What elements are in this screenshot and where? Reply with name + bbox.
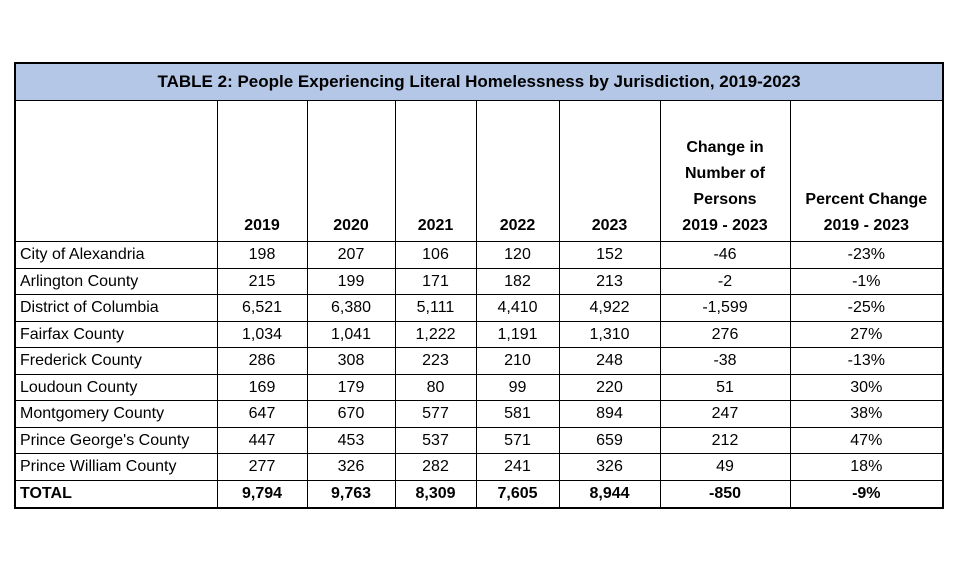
change-value: 49 [660,454,790,481]
change-value: -38 [660,348,790,375]
value-2019: 1,034 [217,321,307,348]
table-row [15,401,943,428]
table-header-row [15,101,943,242]
value-2021: 537 [395,427,476,454]
table-body [15,242,943,481]
value-2019: 277 [217,454,307,481]
value-2023: 4,922 [559,295,660,322]
table-row [15,454,943,481]
homelessness-table-container [14,62,942,509]
value-2023: 326 [559,454,660,481]
value-2019: 169 [217,374,307,401]
jurisdiction-name: Montgomery County [15,401,217,428]
header-change-in-persons [660,101,790,242]
value-2020: 326 [307,454,395,481]
value-2023: 152 [559,242,660,269]
value-2019: 6,521 [217,295,307,322]
percent-change-value: -1% [790,268,943,295]
value-2021: 171 [395,268,476,295]
value-2021: 282 [395,454,476,481]
value-2021: 223 [395,348,476,375]
value-2022: 241 [476,454,559,481]
value-2023: 659 [559,427,660,454]
total-pct: -9% [790,480,943,508]
jurisdiction-name: District of Columbia [15,295,217,322]
change-value: 212 [660,427,790,454]
value-2020: 179 [307,374,395,401]
header-jurisdiction [15,101,217,242]
table-row [15,427,943,454]
value-2021: 1,222 [395,321,476,348]
value-2020: 670 [307,401,395,428]
percent-change-value: 30% [790,374,943,401]
value-2020: 199 [307,268,395,295]
header-pct-line2: 2019 - 2023 [823,217,909,234]
value-2023: 213 [559,268,660,295]
value-2020: 6,380 [307,295,395,322]
header-change-line2: Number of [685,165,765,182]
header-change-line4: 2019 - 2023 [682,217,768,234]
header-pct-line1: Percent Change [805,191,928,208]
table-row [15,295,943,322]
jurisdiction-name: Arlington County [15,268,217,295]
percent-change-value: -23% [790,242,943,269]
header-change-line3: Persons [693,191,757,208]
value-2020: 207 [307,242,395,269]
total-2019: 9,794 [217,480,307,508]
percent-change-value: 38% [790,401,943,428]
total-2022: 7,605 [476,480,559,508]
header-change-line1: Change in [686,139,764,156]
value-2023: 220 [559,374,660,401]
value-2019: 447 [217,427,307,454]
value-2022: 571 [476,427,559,454]
value-2019: 647 [217,401,307,428]
total-2020: 9,763 [307,480,395,508]
table-row [15,268,943,295]
homelessness-table [14,62,944,509]
header-2023: 2023 [559,101,660,242]
value-2020: 308 [307,348,395,375]
value-2023: 894 [559,401,660,428]
percent-change-value: 47% [790,427,943,454]
value-2022: 581 [476,401,559,428]
header-2022: 2022 [476,101,559,242]
value-2022: 4,410 [476,295,559,322]
value-2022: 210 [476,348,559,375]
value-2021: 577 [395,401,476,428]
change-value: -1,599 [660,295,790,322]
header-2019: 2019 [217,101,307,242]
table-row [15,242,943,269]
total-row [15,480,943,508]
header-2021: 2021 [395,101,476,242]
value-2021: 5,111 [395,295,476,322]
value-2022: 99 [476,374,559,401]
change-value: -46 [660,242,790,269]
change-value: 247 [660,401,790,428]
table-caption-row [15,63,943,101]
jurisdiction-name: Frederick County [15,348,217,375]
total-label: TOTAL [15,480,217,508]
value-2023: 1,310 [559,321,660,348]
value-2021: 106 [395,242,476,269]
jurisdiction-name: Prince William County [15,454,217,481]
table-row [15,321,943,348]
value-2023: 248 [559,348,660,375]
percent-change-value: 18% [790,454,943,481]
table-title: TABLE 2: People Experiencing Literal Homelessness by Jurisdiction, 2019-2023 [15,63,943,101]
percent-change-value: 27% [790,321,943,348]
table-row [15,348,943,375]
jurisdiction-name: City of Alexandria [15,242,217,269]
value-2020: 1,041 [307,321,395,348]
jurisdiction-name: Prince George's County [15,427,217,454]
total-change: -850 [660,480,790,508]
value-2022: 120 [476,242,559,269]
percent-change-value: -25% [790,295,943,322]
total-2021: 8,309 [395,480,476,508]
percent-change-value: -13% [790,348,943,375]
jurisdiction-name: Loudoun County [15,374,217,401]
value-2019: 286 [217,348,307,375]
value-2022: 182 [476,268,559,295]
total-2023: 8,944 [559,480,660,508]
header-percent-change [790,101,943,242]
jurisdiction-name: Fairfax County [15,321,217,348]
change-value: 51 [660,374,790,401]
value-2021: 80 [395,374,476,401]
header-2020: 2020 [307,101,395,242]
table-row [15,374,943,401]
change-value: -2 [660,268,790,295]
value-2019: 215 [217,268,307,295]
change-value: 276 [660,321,790,348]
value-2019: 198 [217,242,307,269]
value-2022: 1,191 [476,321,559,348]
value-2020: 453 [307,427,395,454]
